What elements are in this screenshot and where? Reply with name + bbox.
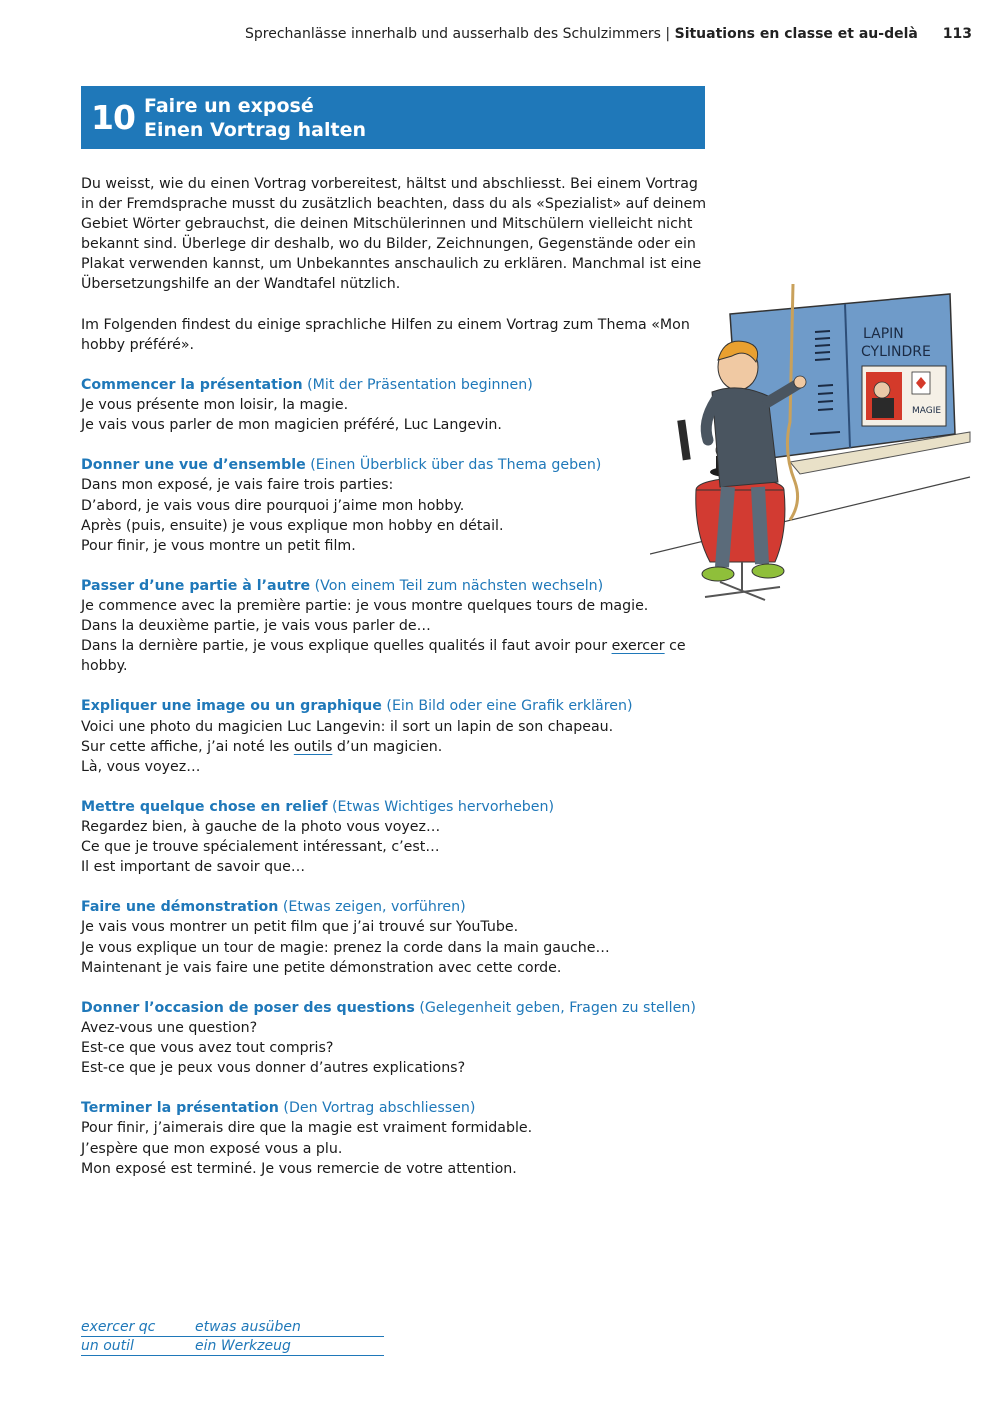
section-heading	[81, 1098, 721, 1118]
section-heading	[81, 375, 721, 395]
section-title: Donner l’occasion de poser des questions	[81, 999, 415, 1016]
section-heading	[81, 576, 721, 596]
section-title: Donner une vue d’ensemble	[81, 457, 306, 474]
phrase-line: Il est important de savoir que…	[81, 859, 306, 876]
phrase-line: hobby.	[81, 658, 128, 675]
running-header	[245, 26, 972, 42]
section-heading	[81, 696, 721, 716]
glossary-fr: exercer qc	[81, 1319, 156, 1335]
glossary-word-exercer: exercer	[611, 638, 665, 655]
glossary-fr: un outil	[81, 1338, 134, 1354]
section-terminer	[81, 1098, 721, 1178]
intro-line: Übersetzungshilfe an der Wandtafel nützlich.	[81, 276, 401, 293]
section-image	[81, 696, 721, 776]
phrase-line: Est-ce que vous avez tout compris?	[81, 1040, 334, 1057]
glossary-de: ein Werkzeug	[195, 1338, 291, 1354]
intro2-line: hobby préféré».	[81, 336, 195, 353]
section-translation: (Gelegenheit geben, Fragen zu stellen)	[419, 999, 696, 1016]
phrase-line	[81, 636, 721, 656]
magician-presentation-illustration	[650, 282, 980, 607]
section-heading	[81, 897, 721, 917]
intro-paragraph	[81, 174, 721, 295]
section-translation: (Ein Bild oder eine Grafik erklären)	[386, 698, 633, 715]
section-translation: (Den Vortrag abschliessen)	[283, 1100, 476, 1117]
phrase-line: Pour finir, j’aimerais dire que la magie est vraiment formidable.	[81, 1120, 533, 1137]
chapter-title-fr: Faire un exposé	[144, 95, 314, 117]
phrase-line: Maintenant je vais faire une petite démonstration avec cette corde.	[81, 959, 562, 976]
header-left: Sprechanlässe innerhalb und ausserhalb des Schulzimmers |	[245, 26, 671, 42]
phrase-line: Mon exposé est terminé. Je vous remercie de votre attention.	[81, 1160, 517, 1177]
phrase-line: D’abord, je vais vous dire pourquoi j’aime mon hobby.	[81, 497, 465, 514]
section-translation: (Von einem Teil zum nächsten wechseln)	[314, 577, 604, 594]
section-title: Terminer la présentation	[81, 1100, 279, 1117]
section-relief	[81, 797, 721, 877]
glossary-word-outils: outils	[293, 738, 333, 755]
phrase-line: Est-ce que je peux vous donner d’autres explications?	[81, 1060, 466, 1077]
phrase-line: Après (puis, ensuite) je vous explique mon hobby en détail.	[81, 517, 504, 534]
section-translation: (Etwas Wichtiges hervorheben)	[332, 798, 555, 815]
page-number: 113	[942, 26, 972, 42]
intro-line: bekannt sind. Überlege dir deshalb, wo du Bilder, Zeichnungen, Gegenstände oder ein	[81, 236, 696, 253]
phrase-part: ce	[664, 638, 686, 655]
phrase-part: d’un magicien.	[332, 738, 443, 755]
section-translation: (Einen Überblick über das Thema geben)	[310, 457, 602, 474]
phrase-line: Là, vous voyez…	[81, 758, 201, 775]
main-content	[81, 174, 721, 1199]
section-passer	[81, 576, 721, 676]
chapter-number: 10	[91, 98, 135, 137]
chapter-title-de: Einen Vortrag halten	[144, 119, 366, 141]
section-title: Commencer la présentation	[81, 376, 303, 393]
chapter-title-bar	[81, 86, 705, 149]
phrase-line: Pour finir, je vous montre un petit film.	[81, 537, 356, 554]
phrase-line: Je commence avec la première partie: je vous montre quelques tours de magie.	[81, 597, 649, 614]
phrase-line: Ce que je trouve spécialement intéressant, c’est…	[81, 839, 440, 856]
poster-text-lapin: LAPIN	[863, 326, 904, 342]
intro-line: in der Fremdsprache musst du zusätzlich beachten, dass du als «Spezialist» auf deinem	[81, 196, 707, 213]
phrase-line: J’espère que mon exposé vous a plu.	[81, 1140, 343, 1157]
header-section: Situations en classe et au-delà	[674, 26, 918, 42]
phrase-line: Je vais vous parler de mon magicien préféré, Luc Langevin.	[81, 417, 502, 434]
phrase-line: Je vais vous montrer un petit film que j’ai trouvé sur YouTube.	[81, 919, 519, 936]
section-heading	[81, 998, 721, 1018]
section-translation: (Mit der Präsentation beginnen)	[307, 376, 533, 393]
section-commencer	[81, 375, 721, 435]
phrase-line	[81, 737, 721, 757]
phrase-line: Je vous explique un tour de magie: prenez la corde dans la main gauche…	[81, 939, 610, 956]
intro-line: Du weisst, wie du einen Vortrag vorbereitest, hältst und abschliesst. Bei einem Vortrag	[81, 176, 698, 192]
poster-text-cylindre: CYLINDRE	[861, 344, 931, 360]
glossary-row	[81, 1337, 384, 1356]
glossary	[81, 1318, 384, 1356]
phrase-line: Voici une photo du magicien Luc Langevin: il sort un lapin de son chapeau.	[81, 718, 614, 735]
intro-paragraph-2	[81, 315, 721, 355]
phrase-line: Je vous présente mon loisir, la magie.	[81, 397, 349, 414]
phrase-part: Sur cette affiche, j’ai noté les	[81, 738, 294, 755]
section-heading	[81, 455, 721, 475]
phrase-line: Dans mon exposé, je vais faire trois parties:	[81, 477, 394, 494]
section-title: Passer d’une partie à l’autre	[81, 577, 311, 594]
section-heading	[81, 797, 721, 817]
section-title: Expliquer une image ou un graphique	[81, 698, 382, 715]
phrase-line: Avez-vous une question?	[81, 1019, 258, 1036]
glossary-de: etwas ausüben	[195, 1319, 301, 1335]
section-title: Faire une démonstration	[81, 899, 279, 916]
phrase-line: Regardez bien, à gauche de la photo vous voyez…	[81, 819, 441, 835]
intro-line: Plakat verwenden kannst, um Unbekanntes anschaulich zu erklären. Manchmal ist eine	[81, 256, 702, 273]
intro-line: Gebiet Wörter gebrauchst, die deinen Mitschülerinnen und Mitschülern vielleicht nicht	[81, 216, 693, 233]
section-demonstration	[81, 897, 721, 977]
phrase-line: Dans la deuxième partie, je vais vous parler de…	[81, 618, 431, 635]
intro2-line: Im Folgenden findest du einige sprachliche Hilfen zu einem Vortrag zum Thema «Mon	[81, 316, 690, 333]
photo-label-magie: MAGIE	[912, 406, 942, 416]
section-questions	[81, 998, 721, 1078]
glossary-row	[81, 1318, 384, 1337]
section-translation: (Etwas zeigen, vorführen)	[282, 899, 466, 916]
section-vue-ensemble	[81, 455, 721, 555]
section-title: Mettre quelque chose en relief	[81, 798, 328, 815]
phrase-part: Dans la dernière partie, je vous explique quelles qualités il faut avoir pour	[81, 638, 612, 655]
